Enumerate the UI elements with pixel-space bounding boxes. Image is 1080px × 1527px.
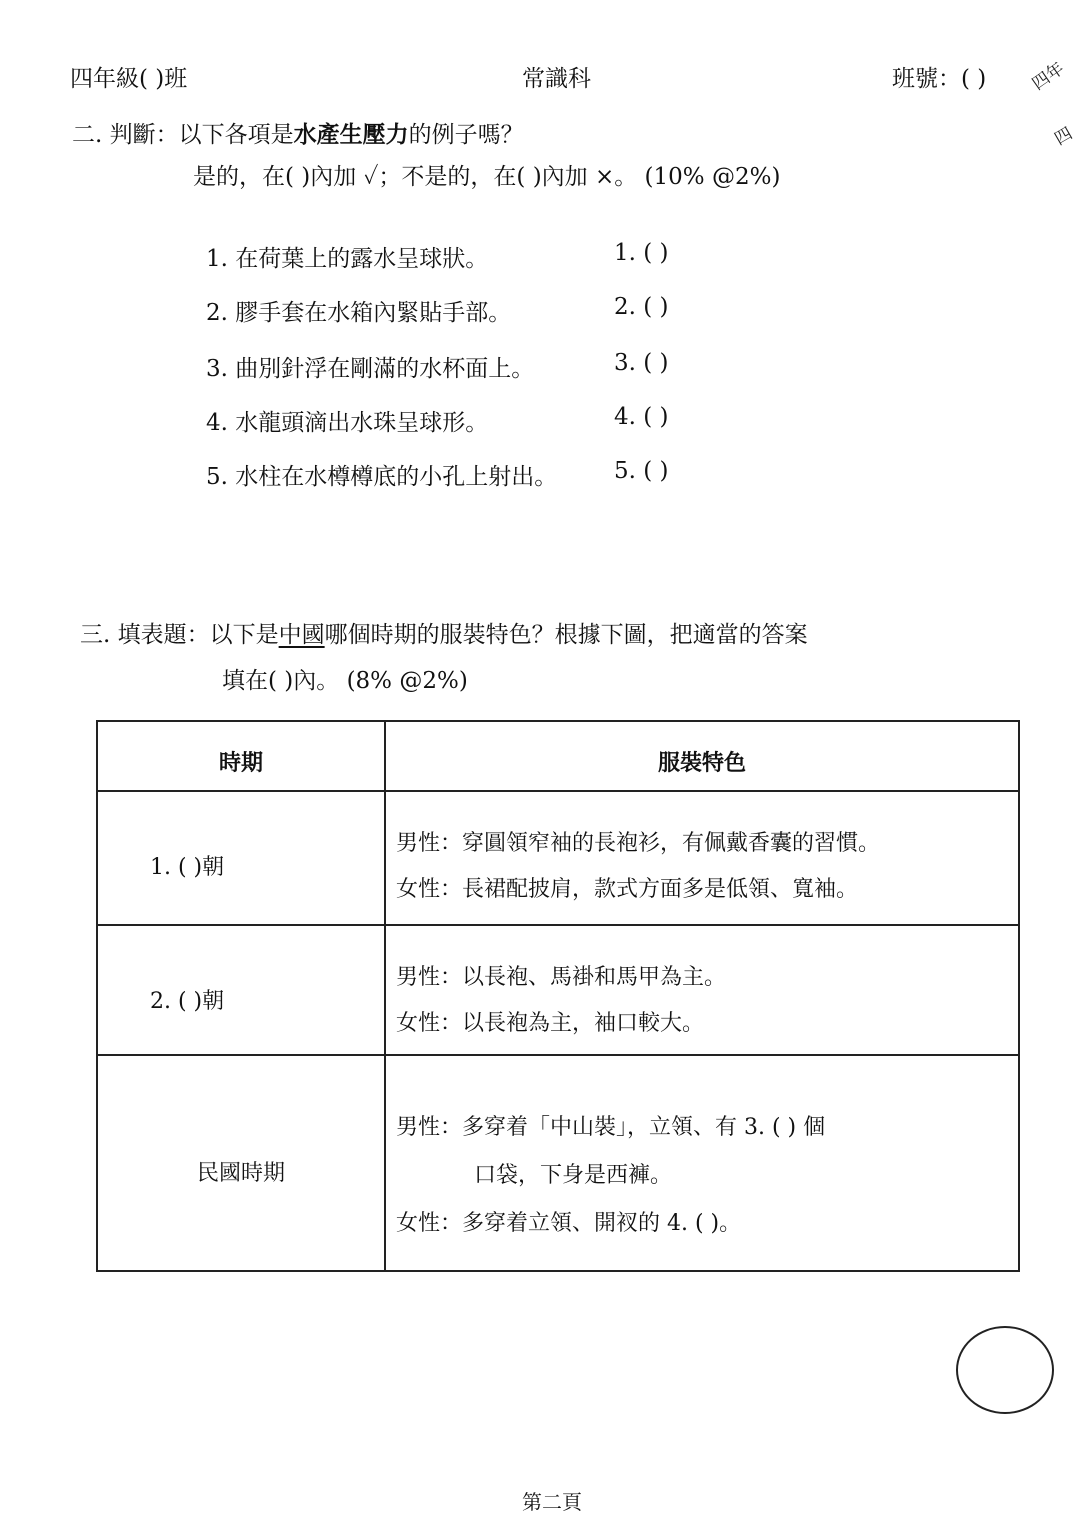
- section3-title-suffix: 哪個時期的服裝特色？根據下圖，把適當的答案: [324, 622, 808, 648]
- class-number-label: 班號：( ): [892, 66, 987, 92]
- grade-class-label: 四年級( )班: [70, 66, 188, 92]
- table-row-divider: [98, 790, 1018, 792]
- question-item-3: 3. 曲別針浮在剛滿的水杯面上。: [206, 356, 535, 382]
- answer-blank-2[interactable]: 2. ( ): [614, 294, 669, 320]
- table-row-3-male-continued: 口袋，下身是西褲。: [474, 1163, 673, 1188]
- table-column-divider: [384, 722, 386, 1270]
- table-header-period: 時期: [218, 750, 263, 776]
- page-number-label: 第二頁: [522, 1490, 582, 1514]
- answer-blank-1[interactable]: 1. ( ): [614, 240, 669, 266]
- table-row-divider: [98, 924, 1018, 926]
- section2-title-keyword: 水產生壓力: [293, 121, 409, 148]
- question-item-4: 4. 水龍頭滴出水珠呈球形。: [206, 410, 489, 436]
- margin-note-four: 四: [1051, 123, 1077, 150]
- table-row-3-female: 女性：多穿着立領、開衩的 4. ( )。: [396, 1211, 742, 1236]
- question-item-1: 1. 在荷葉上的露水呈球狀。: [206, 246, 489, 272]
- section2-instruction: 是的，在( )內加 ✓；不是的，在( )內加 ×。 (10% @2%): [193, 164, 781, 190]
- table-row-2-female: 女性：以長袍為主，袖口較大。: [396, 1011, 705, 1036]
- table-row-1-male: 男性：穿圓領窄袖的長袍衫，有佩戴香囊的習慣。: [396, 831, 881, 856]
- table-row-3-male: 男性：多穿着「中山裝」，立領、有 3. ( ) 個: [396, 1115, 826, 1140]
- subject-label: 常識科: [522, 66, 591, 92]
- section2-title-prefix: 二. 判斷：以下各項是: [72, 122, 294, 148]
- answer-blank-3[interactable]: 3. ( ): [614, 350, 669, 376]
- section3-title: [80, 616, 808, 649]
- score-circle: [956, 1326, 1054, 1414]
- table-row-2-period[interactable]: 2. ( )朝: [150, 989, 225, 1014]
- section2-title: [72, 116, 524, 149]
- section3-title-underlined: 中國: [278, 622, 325, 648]
- clothing-period-table: [96, 720, 1020, 1272]
- table-row-divider: [98, 1054, 1018, 1056]
- answer-blank-5[interactable]: 5. ( ): [614, 458, 669, 484]
- table-row-1-female: 女性：長裙配披肩，款式方面多是低領、寬袖。: [396, 877, 859, 902]
- table-header-features: 服裝特色: [657, 750, 746, 776]
- question-item-5: 5. 水柱在水樽樽底的小孔上射出。: [206, 464, 558, 490]
- question-item-2: 2. 膠手套在水箱內緊貼手部。: [206, 300, 512, 326]
- table-row-2-male: 男性：以長袍、馬褂和馬甲為主。: [396, 965, 727, 990]
- table-row-3-period: 民國時期: [196, 1161, 285, 1186]
- margin-note-grade: 四年: [1028, 58, 1069, 95]
- section3-title-line2: 填在( )內。 (8% @2%): [222, 668, 468, 694]
- table-row-1-period[interactable]: 1. ( )朝: [150, 855, 225, 880]
- section2-title-suffix: 的例子嗎？: [408, 122, 524, 148]
- answer-blank-4[interactable]: 4. ( ): [614, 404, 669, 430]
- section3-title-prefix: 三. 填表題：以下是: [80, 622, 279, 648]
